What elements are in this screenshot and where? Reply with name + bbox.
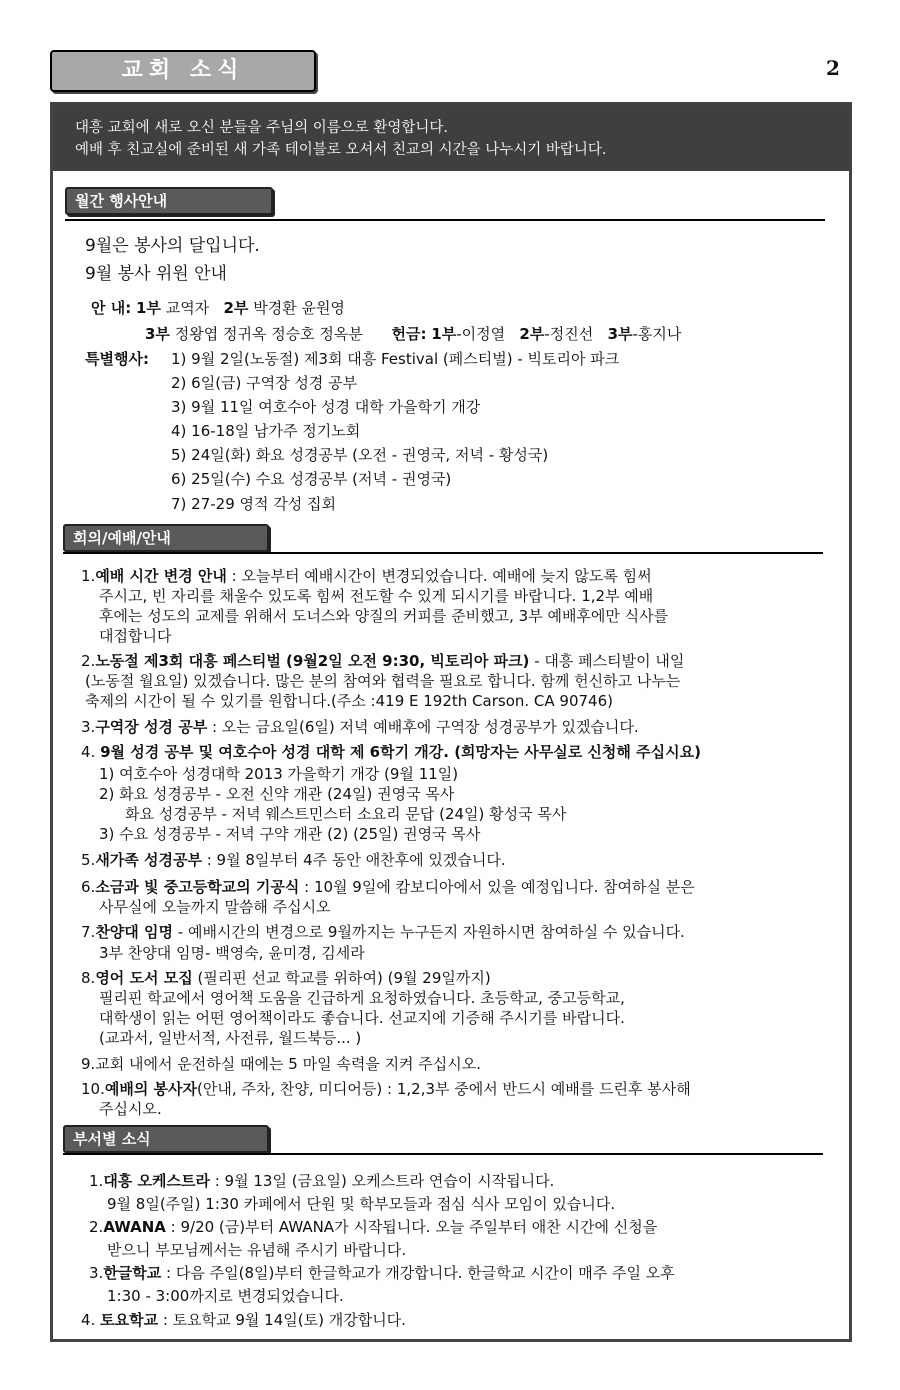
list-item: 1) 9월 2일(노동절) 제3회 대흥 Festival (페스티벌) - 빅토리아 파크	[171, 350, 620, 368]
bulletin-frame	[50, 102, 852, 1342]
notice-item-8-line: 필리핀 학교에서 영어책 도움을 긴급하게 요청하였습니다. 초등학교, 중고등학교,	[99, 989, 625, 1007]
guide-names-2: 박경환 윤원영	[253, 299, 345, 317]
notice-item-1-line: 주시고, 빈 자리를 채울수 있도록 힘써 전도할 수 있게 되시기를 바랍니다. 1,2부 예배	[99, 587, 654, 605]
offering-label: 헌금:	[391, 325, 427, 343]
list-item: 4) 16-18일 남가주 정기노회	[171, 422, 361, 440]
notice-item-3: 3.구역장 성경 공부 : 오는 금요일(6일) 저녁 예배후에 구역장 성경공부가 있겠습니다.	[81, 718, 639, 736]
notice-item-5: 5.새가족 성경공부 : 9월 8일부터 4주 동안 애찬후에 있겠습니다.	[81, 851, 506, 869]
list-item: 7) 27-29 영적 각성 집회	[171, 495, 336, 513]
special-events-label	[85, 349, 149, 369]
notice-item-8-line: (교과서, 일반서적, 사전류, 월드북등... )	[99, 1029, 362, 1047]
dept-item-3: 3.한글학교 : 다음 주일(8일)부터 한글학교가 개강합니다. 한글학교 시간이 매주 주일 오후	[89, 1264, 675, 1282]
list-item: 3) 9월 11일 여호수아 성경 대학 가을학기 개강	[171, 398, 481, 416]
notice-item-4-line: 3) 수요 성경공부 - 저녁 구약 개관 (2) (25일) 권영국 목사	[99, 825, 481, 843]
notice-item-8-line: 대학생이 읽는 어떤 영어책이라도 좋습니다. 선교지에 기증해 주시기를 바랍니다.	[99, 1009, 625, 1027]
offering-service-1: 1부	[431, 325, 457, 343]
section-heading-monthly: 월간 행사안내	[65, 187, 273, 215]
notice-item-1: 1.예배 시간 변경 안내 : 오늘부터 예배시간이 변경되었습니다. 예배에 늦지 않도록 힘써	[81, 567, 652, 585]
notice-item-1-line: 후에는 성도의 교제를 위해서 도너스와 양질의 커피를 준비했고, 3부 예배후에만 식사를	[99, 607, 669, 625]
notice-item-6-line: 사무실에 오늘까지 말씀해 주십시오	[99, 898, 331, 916]
notice-item-2-line: 축제의 시간이 될 수 있기를 원합니다.(주소 :419 E 192th Carson. CA 90746)	[85, 692, 613, 710]
section-divider	[65, 219, 825, 221]
list-item: 5) 24일(화) 화요 성경공부 (오전 - 권영국, 저녁 - 황성국)	[171, 446, 549, 464]
offering-service-2: 2부	[519, 325, 545, 343]
welcome-line-2: 예배 후 친교실에 준비된 새 가족 테이블로 오셔서 친교의 시간을 나누시기 바랍니다.	[75, 142, 607, 158]
offering-service-3: 3부	[607, 325, 633, 343]
notice-item-7: 7.찬양대 임명 - 예배시간의 변경으로 9월까지는 누구든지 자원하시면 참여하실 수 있습니다.	[81, 923, 685, 941]
notice-item-2-line: (노동절 월요일) 있겠습니다. 많은 분의 참여와 협력을 필요로 합니다. 함께 헌신하고 나누는	[85, 672, 681, 690]
offering-name-2: -정진선	[544, 325, 594, 343]
guide-label: 안 내:	[91, 299, 132, 317]
dept-item-2: 2.AWANA : 9/20 (금)부터 AWANA가 시작됩니다. 오늘 주일부터 애찬 시간에 신청을	[89, 1218, 658, 1236]
offering-name-1: -이정열	[456, 325, 506, 343]
notice-item-8: 8.영어 도서 모집 (필리핀 선교 학교를 위하여) (9월 29일까지)	[81, 969, 491, 987]
notice-item-6: 6.소금과 빛 중고등학교의 기공식 : 10월 9일에 캄보디아에서 있을 예정입니다. 참여하실 분은	[81, 878, 695, 896]
welcome-banner	[53, 105, 849, 171]
section-heading-worship: 회의/예배/안내	[63, 524, 269, 552]
dept-item-2-line: 받으니 부모님께서는 유념해 주시기 바랍니다.	[107, 1241, 407, 1259]
section-divider	[63, 1153, 823, 1155]
monthly-title-2: 9월 봉사 위원 안내	[85, 264, 227, 284]
special-label: 특별행사:	[85, 350, 149, 368]
offering-name-3: -홍지나	[632, 325, 682, 343]
section-divider	[63, 552, 823, 554]
dept-item-1-line: 9월 8일(주일) 1:30 카페에서 단원 및 학부모들과 점심 식사 모임이 있습니다.	[107, 1195, 616, 1213]
guide-names-1: 교역자	[165, 299, 210, 317]
notice-item-4-line: 화요 성경공부 - 저녁 웨스트민스터 소요리 문답 (24일) 황성국 목사	[125, 805, 567, 823]
list-item: 6) 25일(수) 수요 성경공부 (저녁 - 권영국)	[171, 470, 452, 488]
dept-item-4: 4. 토요학교 : 토요학교 9월 14일(토) 개강합니다.	[81, 1311, 406, 1329]
section-heading-departments: 부서별 소식	[63, 1125, 269, 1153]
guide-names-3: 정왕엽 정귀옥 정승호 정옥분	[174, 325, 363, 343]
notice-item-4-line: 2) 화요 성경공부 - 오전 신약 개관 (24일) 권영국 목사	[99, 785, 455, 803]
notice-item-9: 9.교회 내에서 운전하실 때에는 5 마일 속력을 지켜 주십시오.	[81, 1055, 482, 1073]
notice-item-2: 2.노동절 제3회 대흥 페스티벌 (9월2일 오전 9:30, 빅토리아 파크) - 대흥 페스티발이 내일	[81, 652, 685, 670]
notice-item-7-line: 3부 찬양대 임명- 백영숙, 윤미경, 김세라	[99, 944, 365, 962]
list-item: 2) 6일(금) 구역장 성경 공부	[171, 374, 358, 392]
notice-item-4-line: 1) 여호수아 성경대학 2013 가을학기 개강 (9월 11일)	[99, 765, 459, 783]
guide-service-2: 2부	[223, 299, 249, 317]
guide-offering-row	[145, 324, 681, 344]
dept-item-3-line: 1:30 - 3:00까지로 변경되었습니다.	[107, 1287, 344, 1305]
monthly-title-1: 9월은 봉사의 달입니다.	[85, 236, 260, 256]
welcome-line-1: 대흥 교회에 새로 오신 분들을 주님의 이름으로 환영합니다.	[75, 120, 449, 136]
notice-item-4: 4. 9월 성경 공부 및 여호수아 성경 대학 제 6학기 개강. (희망자는 사무실로 신청해 주십시요)	[81, 743, 701, 761]
guide-row	[91, 298, 345, 318]
guide-service-1: 1부	[135, 299, 161, 317]
notice-item-10-line: 주십시오.	[99, 1100, 162, 1118]
page-number: 2	[826, 56, 840, 80]
notice-item-10: 10.예배의 봉사자(안내, 주차, 찬양, 미디어등) : 1,2,3부 중에서 반드시 예배를 드린후 봉사해	[81, 1080, 691, 1098]
guide-service-3: 3부	[145, 325, 170, 343]
notice-item-1-line: 대접합니다	[99, 627, 172, 645]
dept-item-1: 1.대흥 오케스트라 : 9월 13일 (금요일) 오케스트라 연습이 시작됩니다.	[89, 1172, 555, 1190]
page-title: 교회 소식	[50, 50, 316, 92]
